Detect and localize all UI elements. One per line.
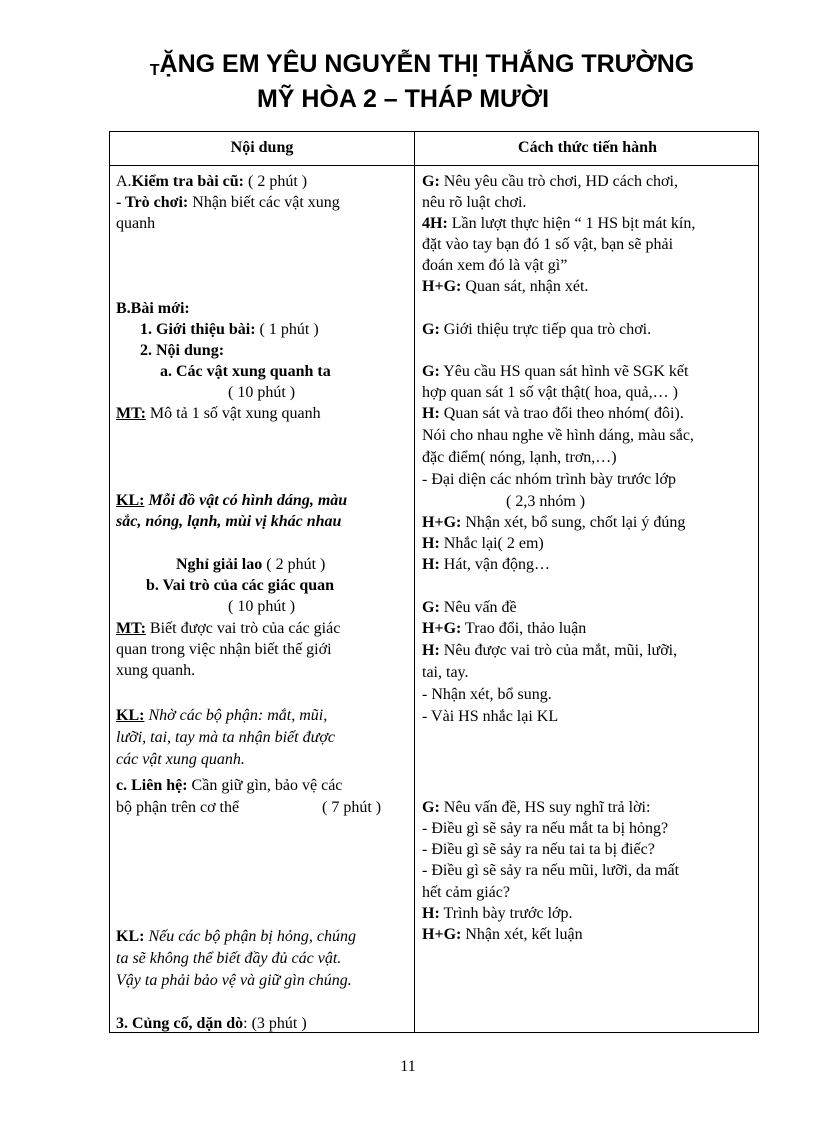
r6-line3: đặc điểm( nóng, lạnh, trơn,…) xyxy=(422,449,617,466)
r4-line: G: Giới thiệu trực tiếp qua trò chơi. xyxy=(422,321,652,338)
r2-line1: 4H: Lần lượt thực hiện “ 1 HS bịt mát kín, xyxy=(422,215,696,232)
b1-line: 1. Giới thiệu bài: ( 1 phút ) xyxy=(140,321,319,338)
r12-line: H+G: Trao đổi, thảo luận xyxy=(422,620,587,637)
game-line: - Trò chơi: Nhận biết các vật xung xyxy=(116,194,340,211)
kl2-line3: các vật xung quanh. xyxy=(116,751,245,768)
page-number: 11 xyxy=(400,1058,416,1075)
header-cach-thuc: Cách thức tiến hành xyxy=(518,139,657,156)
r7-line2: ( 2,3 nhóm ) xyxy=(506,493,586,510)
ba-time: ( 10 phút ) xyxy=(228,384,296,401)
r13-line2: tai, tay. xyxy=(422,664,469,681)
r21-line: H+G: Nhận xét, kết luận xyxy=(422,926,583,943)
r2-line3: đoán xem đó là vật gì” xyxy=(422,257,568,274)
r19-line1: - Điều gì sẽ sảy ra nếu mũi, lưỡi, da mất xyxy=(422,862,680,879)
break-line: Nghỉ giải lao ( 2 phút ) xyxy=(176,556,326,573)
r16-line: G: Nêu vấn đề, HS suy nghĩ trả lời: xyxy=(422,799,651,816)
mt2-line2: quan trong việc nhận biết thế giới xyxy=(116,641,332,658)
r20-line: H: Trình bày trước lớp. xyxy=(422,905,573,922)
column-divider xyxy=(414,132,415,1032)
r17-line: - Điều gì sẽ sảy ra nếu mắt ta bị hỏng? xyxy=(422,820,669,837)
r7-line1: - Đại diện các nhóm trình bày trước lớp xyxy=(422,471,676,488)
r3-line: H+G: Quan sát, nhận xét. xyxy=(422,278,589,295)
kl3-line3: Vậy ta phải bảo vệ và giữ gìn chúng. xyxy=(116,972,352,989)
section-b: B.Bài mới: xyxy=(116,300,190,317)
r18-line: - Điều gì sẽ sảy ra nếu tai ta bị điếc? xyxy=(422,841,655,858)
r15-line: - Vài HS nhắc lại KL xyxy=(422,708,559,725)
s3-line: 3. Củng cố, dặn dò: (3 phút ) xyxy=(116,1015,307,1032)
r14-line: - Nhận xét, bổ sung. xyxy=(422,686,552,703)
header-divider xyxy=(110,165,758,166)
r19-line2: hết cảm giác? xyxy=(422,884,510,901)
kl2-line2: lưỡi, tai, tay mà ta nhận biết được xyxy=(116,729,335,746)
r8-line: H+G: Nhận xét, bổ sung, chốt lại ý đúng xyxy=(422,514,686,531)
r2-line2: đặt vào tay bạn đó 1 số vật, bạn sẽ phải xyxy=(422,236,674,253)
r6-line2: Nói cho nhau nghe về hình dáng, màu sắc, xyxy=(422,427,694,444)
r5-line2: hợp quan sát 1 số vật thật( hoa, quả,… ) xyxy=(422,384,678,401)
kl3-line1: KL: Nếu các bộ phận bị hỏng, chúng xyxy=(116,928,356,945)
c-time: ( 7 phút ) xyxy=(322,799,382,816)
r1-line1: G: Nêu yêu cầu trò chơi, HD cách chơi, xyxy=(422,173,678,190)
b2-line: 2. Nội dung: xyxy=(140,342,225,359)
r13-line1: H: Nêu được vai trò của mắt, mũi, lưỡi, xyxy=(422,642,678,659)
r1-line2: nêu rõ luật chơi. xyxy=(422,194,527,211)
r11-line: G: Nêu vấn đề xyxy=(422,599,517,616)
kl3-line2: ta sẽ không thể biết đầy đủ các vật. xyxy=(116,950,342,967)
r6-line1: H: Quan sát và trao đổi theo nhóm( đôi). xyxy=(422,405,684,422)
c-line2: bộ phận trên cơ thể xyxy=(116,799,240,816)
kl2-line1: KL: Nhờ các bộ phận: mắt, mũi, xyxy=(116,707,328,724)
mt2-line1: MT: Biết được vai trò của các giác xyxy=(116,620,341,637)
ba-title: a. Các vật xung quanh ta xyxy=(160,363,331,380)
r5-line1: G: Yêu cầu HS quan sát hình vẽ SGK kết xyxy=(422,363,689,380)
document-title-line1: TẶNG EM YÊU NGUYỄN THỊ THẮNG TRƯỜNG xyxy=(149,50,695,79)
header-noi-dung: Nội dung xyxy=(230,139,294,156)
mt1-line: MT: Mô tả 1 số vật xung quanh xyxy=(116,405,321,422)
section-a: A.Kiểm tra bài cũ: ( 2 phút ) xyxy=(116,173,308,190)
r10-line: H: Hát, vận động… xyxy=(422,556,550,573)
mt2-line3: xung quanh. xyxy=(116,662,196,679)
bb-time: ( 10 phút ) xyxy=(228,598,296,615)
lesson-table xyxy=(109,131,759,1033)
bb-title: b. Vai trò của các giác quan xyxy=(146,577,335,594)
game-line2: quanh xyxy=(116,215,156,232)
kl1-line1: KL: Mỗi đồ vật có hình dáng, màu xyxy=(116,492,348,509)
c-line1: c. Liên hệ: Cần giữ gìn, bảo vệ các xyxy=(116,777,343,794)
r9-line: H: Nhắc lại( 2 em) xyxy=(422,535,544,552)
document-title-line2: MỸ HÒA 2 – THÁP MƯỜI xyxy=(256,85,550,113)
kl1-line2: sắc, nóng, lạnh, mùi vị khác nhau xyxy=(116,513,342,530)
